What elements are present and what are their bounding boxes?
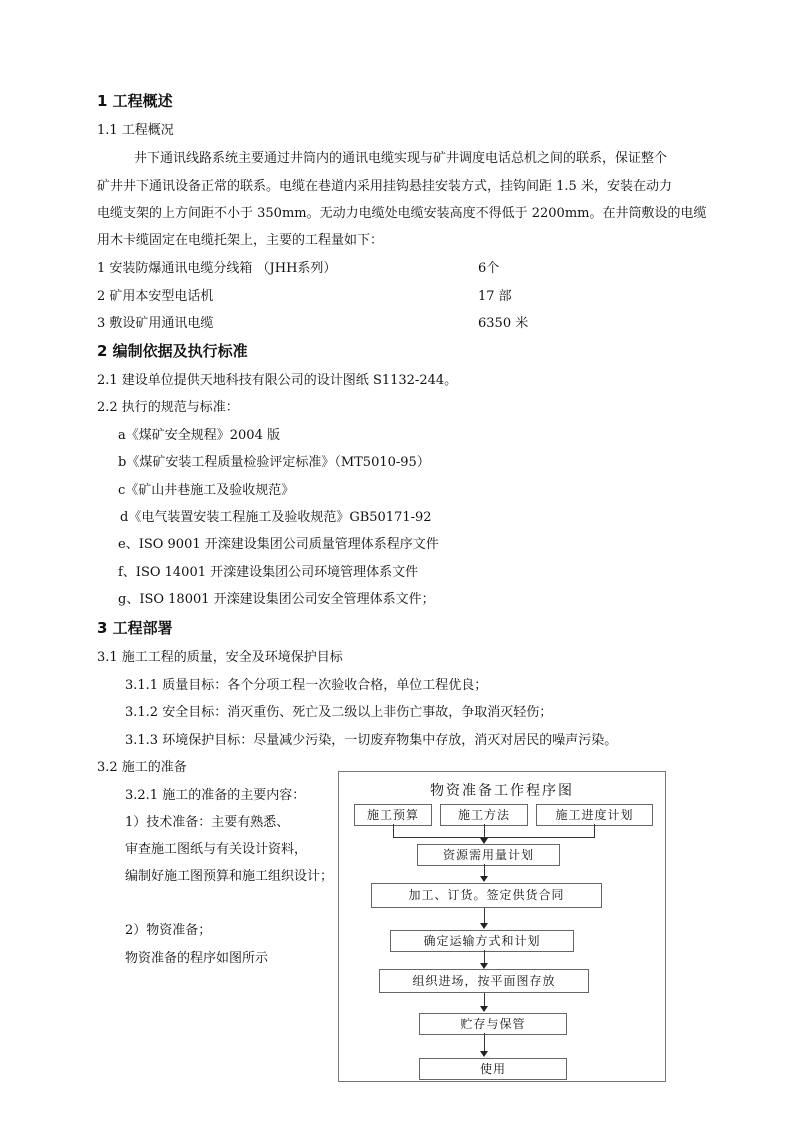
arrow-down-icon	[480, 1006, 488, 1012]
quantity-item-value: 6350 米	[478, 316, 529, 331]
flow-box-schedule: 施工进度计划	[536, 804, 653, 826]
preparation-line: 审查施工图纸与有关设计资料，	[125, 842, 308, 857]
preparation-intro: 3.2 施工的准备	[97, 760, 187, 775]
arrow-down-icon	[480, 876, 488, 882]
flow-box-budget: 施工预算	[354, 804, 432, 826]
arrow-down-icon	[480, 1051, 488, 1057]
standard-item: a《煤矿安全规程》2004 版	[118, 428, 280, 443]
connector-line	[484, 864, 485, 876]
goal-item: 3.1.3 环境保护目标：尽量减少污染，一切废弃物集中存放，消灭对居民的噪声污染。	[125, 733, 618, 748]
connector-line	[393, 824, 394, 837]
section-1-heading: 1 工程概述	[97, 92, 173, 110]
standard-item: g、ISO 18001 开滦建设集团公司安全管理体系文件；	[118, 592, 435, 607]
flow-box-step-1: 资源需用量计划	[417, 844, 560, 866]
connector-line	[484, 950, 485, 963]
preparation-line: 2）物资准备；	[125, 923, 212, 938]
standard-item: d《电气装置安装工程施工及验收规范》GB50171-92	[120, 510, 432, 525]
standard-item: b《煤矿安装工程质量检验评定标准》（MT5010-95）	[118, 455, 430, 470]
quantity-item-value: 17 部	[478, 289, 512, 304]
flow-box-step-5: 贮存与保管	[419, 1013, 567, 1035]
quantity-item-name: 3 敷设矿用通讯电缆	[97, 316, 214, 331]
standards-intro: 2.2 执行的规范与标准：	[97, 400, 239, 415]
arrow-down-icon	[480, 923, 488, 929]
connector-line	[484, 824, 485, 837]
goal-item: 3.1.2 安全目标：消灭重伤、死亡及二级以上非伤亡事故，争取消灭轻伤；	[125, 705, 553, 720]
basis-line: 2.1 建设单位提供天地科技有限公司的设计图纸 S1132-244。	[97, 373, 458, 388]
paragraph-line: 矿井井下通讯设备正常的联系。电缆在巷道内采用挂钩悬挂安装方式，挂钩间距 1.5 米，安装在动力	[97, 179, 672, 194]
standard-item: c《矿山井巷施工及验收规范》	[118, 483, 295, 498]
quantity-item-name: 1 安装防爆通讯电缆分线箱 （JHH系列）	[97, 261, 337, 276]
preparation-line: 3.2.1 施工的准备的主要内容：	[125, 788, 306, 803]
quantity-item-name: 2 矿用本安型电话机	[97, 289, 214, 304]
connector-line	[484, 908, 485, 923]
section-3-heading: 3 工程部署	[97, 619, 173, 637]
flow-box-step-6: 使用	[419, 1058, 567, 1080]
goals-intro: 3.1 施工工程的质量，安全及环境保护目标	[97, 650, 343, 665]
subsection-1-1: 1.1 工程概况	[97, 123, 174, 138]
preparation-line: 1）技术准备：主要有熟悉、	[125, 815, 290, 830]
flowchart-title: 物资准备工作程序图	[430, 783, 574, 799]
preparation-line: 编制好施工图预算和施工组织设计；	[125, 869, 334, 884]
paragraph-line: 井下通讯线路系统主要通过井筒内的通讯电缆实现与矿井调度电话总机之间的联系，保证整个	[134, 151, 668, 166]
paragraph-line: 电缆支架的上方间距不小于 350mm。无动力电缆处电缆安装高度不得低于 2200mm。在井筒敷设的电缆	[97, 206, 707, 221]
quantity-item-value: 6个	[478, 261, 500, 276]
connector-line	[393, 837, 595, 838]
connector-line	[484, 993, 485, 1006]
standard-item: e、ISO 9001 开滦建设集团公司质量管理体系程序文件	[118, 537, 439, 552]
flow-box-method: 施工方法	[440, 804, 528, 826]
flow-box-step-3: 确定运输方式和计划	[390, 930, 574, 952]
preparation-line: 物资准备的程序如图所示	[125, 951, 269, 966]
connector-line	[484, 1033, 485, 1051]
flow-box-step-4: 组织进场，按平面图存放	[379, 969, 589, 993]
material-preparation-flowchart	[338, 771, 666, 1082]
paragraph-line: 用木卡缆固定在电缆托架上，主要的工程量如下：	[97, 233, 384, 248]
standard-item: f、ISO 14001 开滦建设集团公司环境管理体系文件	[118, 565, 419, 580]
connector-line	[594, 824, 595, 837]
goal-item: 3.1.1 质量目标：各个分项工程一次验收合格，单位工程优良；	[125, 678, 488, 693]
flow-box-step-2: 加工、订货。签定供货合同	[371, 883, 602, 908]
section-2-heading: 2 编制依据及执行标准	[97, 342, 248, 360]
